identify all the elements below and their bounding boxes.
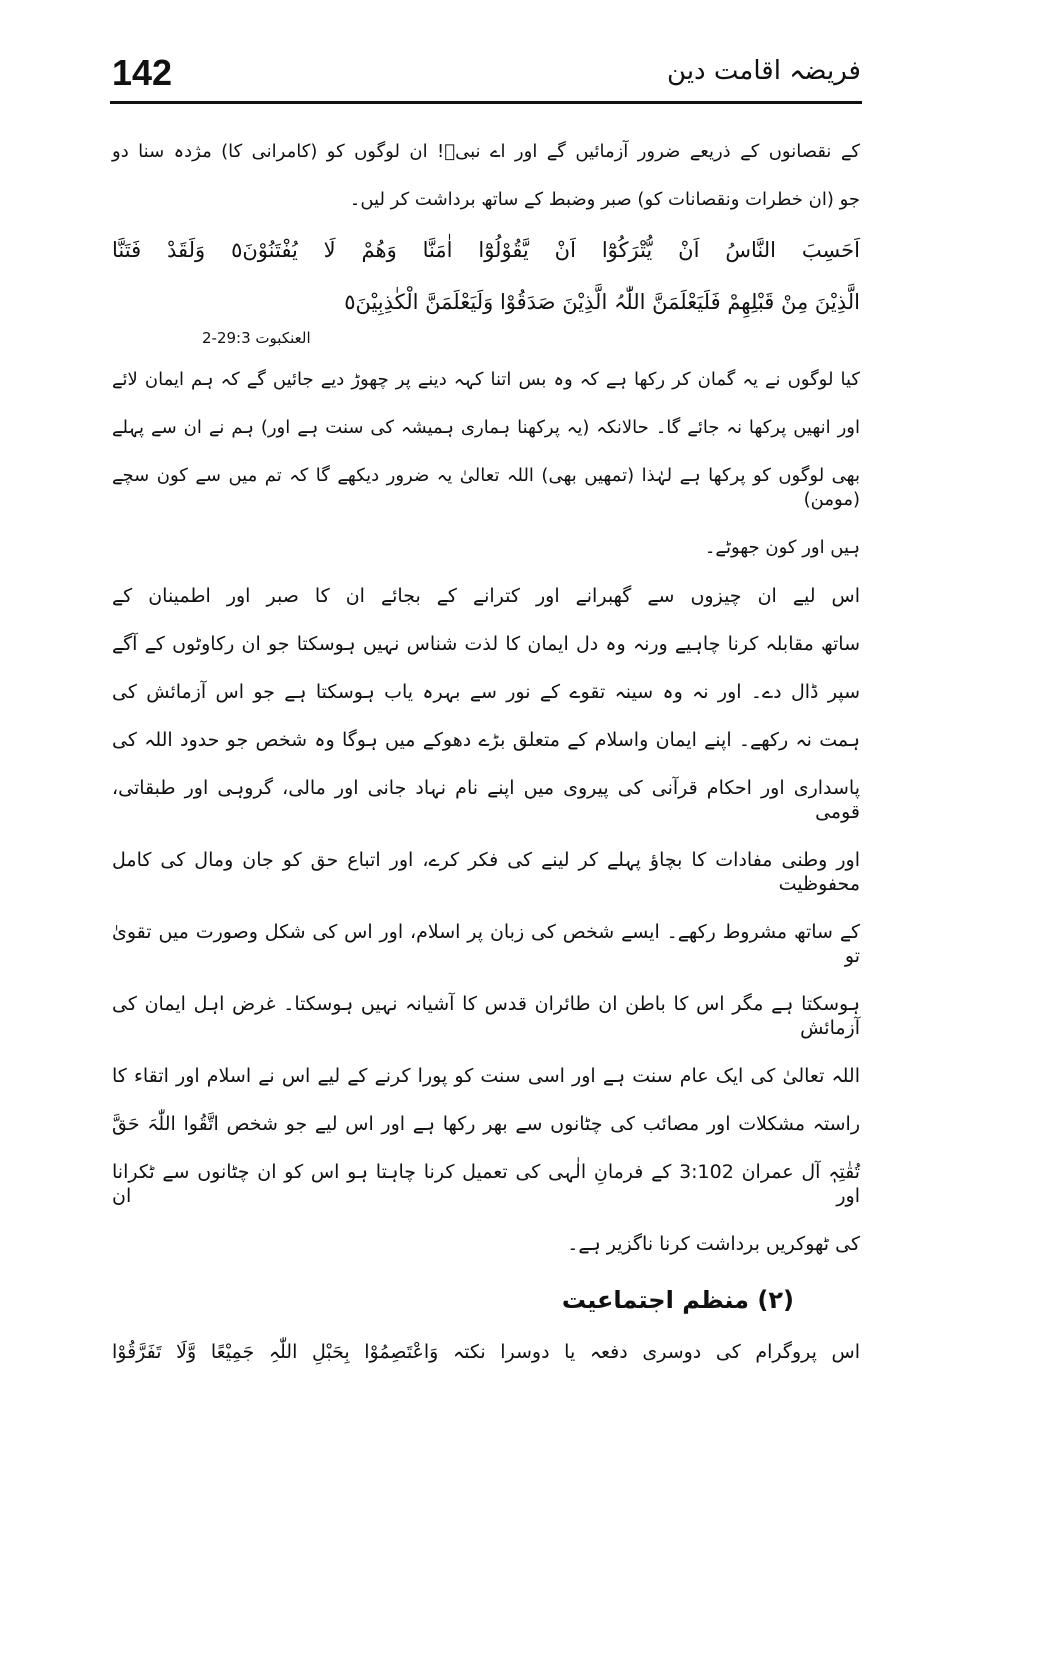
header-rule [110,101,862,104]
text-line: تُقٰتِہٖ آل عمران 3:102 کے فرمانِ الٰہی کی تعمیل کرنا چاہتا ہو اس کو ان چٹانوں سے ٹکرانا اور ان [112,1161,860,1207]
running-title: فریضہ اقامت دین [667,56,861,86]
text-line: سپر ڈال دے۔ اور نہ وہ سینہ تقوے کے نور سے بہرہ یاب ہوسکتا ہے جو اس آزمائش کی [112,681,860,703]
text-line: کیا لوگوں نے یہ گمان کر رکھا ہے کہ وہ بس اتنا کہہ دینے پر چھوڑ دیے جائیں گے کہ ہم ایمان لائے [112,369,860,390]
text-line: ہوسکتا ہے مگر اس کا باطن ان طائران قدس کا آشیانہ نہیں ہوسکتا۔ غرض اہل ایمان کی آزمائش [112,993,860,1039]
text-line: ہمت نہ رکھے۔ اپنے ایمان واسلام کے متعلق بڑے دھوکے میں ہوگا وہ شخص جو حدود اللہ کی [112,729,860,751]
page-number: 142 [112,52,173,93]
quran-verse-line: الَّذِیْنَ مِنْ قَبْلِھِمْ فَلَیَعْلَمَنَّ اللّٰہُ الَّذِیْنَ صَدَقُوْا وَلَیَعْلَمَنَّ الْکٰذِبِیْنَ٥ [344,290,860,314]
text-line: کے نقصانوں کے ذریعے ضرور آزمائیں گے اور اے نبیؐ! ان لوگوں کو (کامرانی کا) مژدہ سنا دو [112,141,860,162]
text-line: راستہ مشکلات اور مصائب کی چٹانوں سے بھر رکھا ہے اور اس لیے جو شخص اتَّقُوا اللّٰہَ حَقَّ [112,1113,860,1135]
text-line: اللہ تعالیٰ کی ایک عام سنت ہے اور اسی سنت کو پورا کرنے کے لیے اس نے اسلام اور اتقاء کا [112,1065,860,1087]
text-line: پاسداری اور احکام قرآنی کی پیروی میں اپنے نام نہاد جانی اور مالی، گروہی اور طبقاتی، قومی [112,777,860,823]
section-heading: (۲) منظم اجتماعیت [561,1286,794,1314]
text-line: اس پروگرام کی دوسری دفعہ یا دوسرا نکتہ وَاعْتَصِمُوْا بِحَبْلِ اللّٰہِ جَمِیْعًا وَّلَا تَفَرَّقُوْا [112,1341,860,1363]
text-line: کے ساتھ مشروط رکھے۔ ایسے شخص کی زبان پر اسلام، اور اس کی شکل وصورت میں تقویٰ تو [112,921,860,967]
text-line: اور وطنی مفادات کا بچاؤ پہلے کر لینے کی فکر کرے، اور اتباع حق کو جان ومال کی کامل محفوظیت [112,849,860,895]
text-line: اور انھیں پرکھا نہ جائے گا۔ حالانکہ (یہ پرکھنا ہماری ہمیشہ کی سنت ہے اور) ہم نے ان سے پہلے [112,417,860,438]
text-line: ساتھ مقابلہ کرنا چاہیے ورنہ وہ دل ایمان کا لذت شناس نہیں ہوسکتا جو ان رکاوٹوں کے آگے [112,633,860,655]
text-line: بھی لوگوں کو پرکھا ہے لہٰذا (تمھیں بھی) اللہ تعالیٰ یہ ضرور دیکھے گا کہ تم میں سے کون سچے (مومن) [112,465,860,510]
page-body [112,128,860,1376]
verse-reference: العنکبوت 29:3-2 [202,329,311,347]
text-line: جو (ان خطرات ونقصانات کو) صبر وضبط کے ساتھ برداشت کر لیں۔ [349,189,860,210]
text-line: ہیں اور کون جھوٹے۔ [704,537,860,558]
quran-verse-line: اَحَسِبَ النَّاسُ اَنْ یُّتْرَکُوْٓا اَنْ یَّقُوْلُوْٓا اٰمَنَّا وَھُمْ لَا یُفْتَنُوْنَ٥ وَلَقَدْ فَتَنَّا [112,238,860,262]
text-line: اس لیے ان چیزوں سے گھبرانے اور کترانے کے بجائے ان کا صبر اور اطمینان کے [112,585,860,607]
text-line: کی ٹھوکریں برداشت کرنا ناگزیر ہے۔ [567,1233,860,1255]
